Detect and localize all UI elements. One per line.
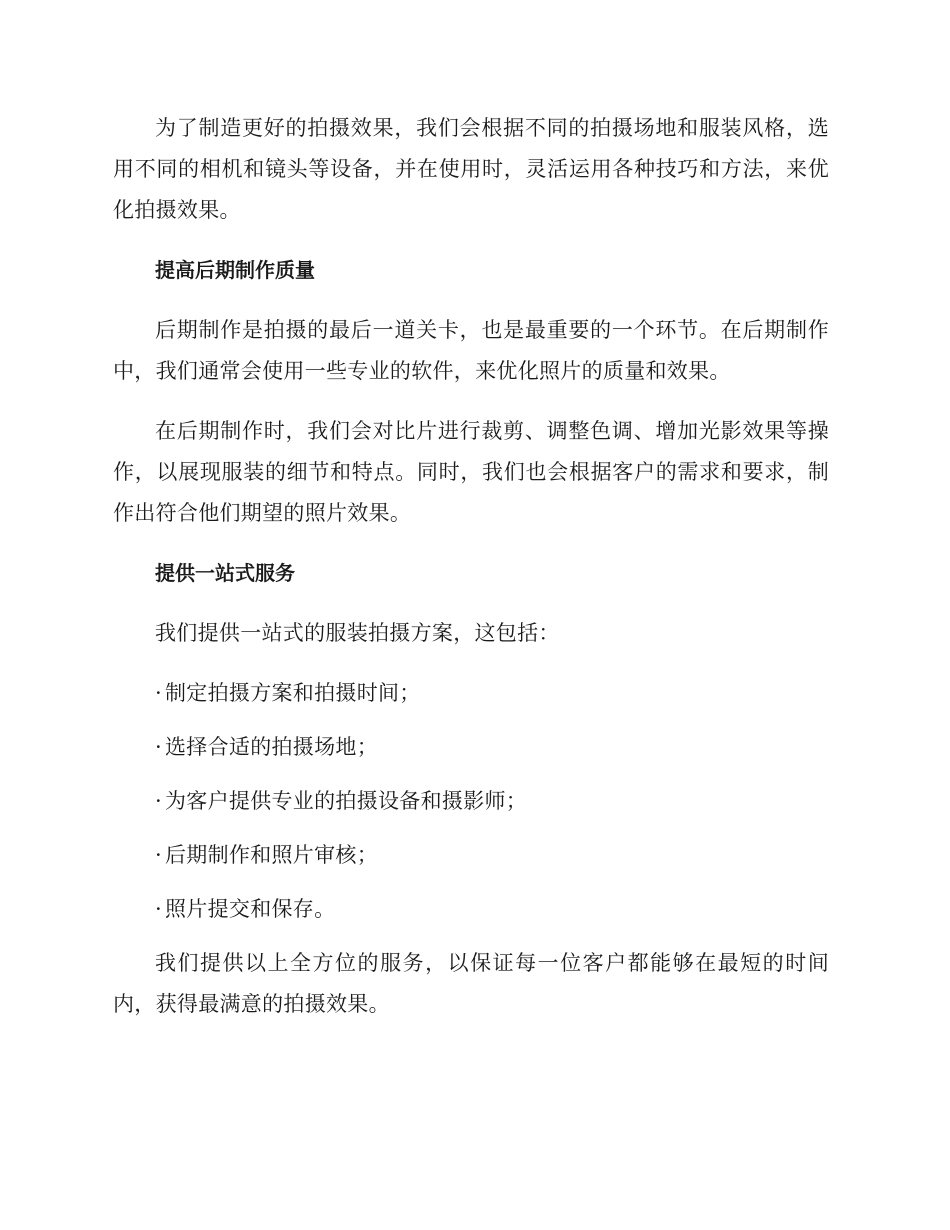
list-item (113, 673, 829, 714)
list-item (113, 727, 829, 768)
document-page (113, 108, 829, 1044)
list-item-text: 选择合适的拍摄场地； (165, 735, 378, 759)
section-heading-post-production: 提高后期制作质量 (155, 258, 315, 282)
list-item-text: 照片提交和保存。 (165, 897, 336, 921)
section-heading-one-stop-service: 提供一站式服务 (155, 561, 295, 585)
bullet-icon: · (155, 681, 162, 705)
paragraph-shooting-effects: 为了制造更好的拍摄效果，我们会根据不同的拍摄场地和服装风格，选用不同的相机和镜头等设备，并在使用时，灵活运用各种技巧和方法，来优化拍摄效果。 (113, 116, 829, 222)
paragraph-service-intro: 我们提供一站式的服装拍摄方案，这包括： (155, 621, 560, 645)
paragraph-post-production-intro: 后期制作是拍摄的最后一道关卡，也是最重要的一个环节。在后期制作中，我们通常会使用一些专业的软件，来优化照片的质量和效果。 (113, 318, 829, 383)
paragraph-post-production-details: 在后期制作时，我们会对比片进行裁剪、调整色调、增加光影效果等操作，以展现服装的细节和特点。同时，我们也会根据客户的需求和要求，制作出符合他们期望的照片效果。 (113, 419, 829, 525)
list-item (113, 889, 829, 930)
list-item-text: 制定拍摄方案和拍摄时间； (165, 681, 421, 705)
bullet-icon: · (155, 735, 162, 759)
list-item (113, 781, 829, 822)
bullet-icon: · (155, 843, 162, 867)
paragraph-closing: 我们提供以上全方位的服务，以保证每一位客户都能够在最短的时间内，获得最满意的拍摄效果。 (113, 951, 829, 1016)
list-item-text: 为客户提供专业的拍摄设备和摄影师； (165, 789, 528, 813)
list-item-text: 后期制作和照片审核； (165, 843, 378, 867)
bullet-icon: · (155, 897, 162, 921)
service-list (113, 673, 829, 930)
bullet-icon: · (155, 789, 162, 813)
list-item (113, 835, 829, 876)
